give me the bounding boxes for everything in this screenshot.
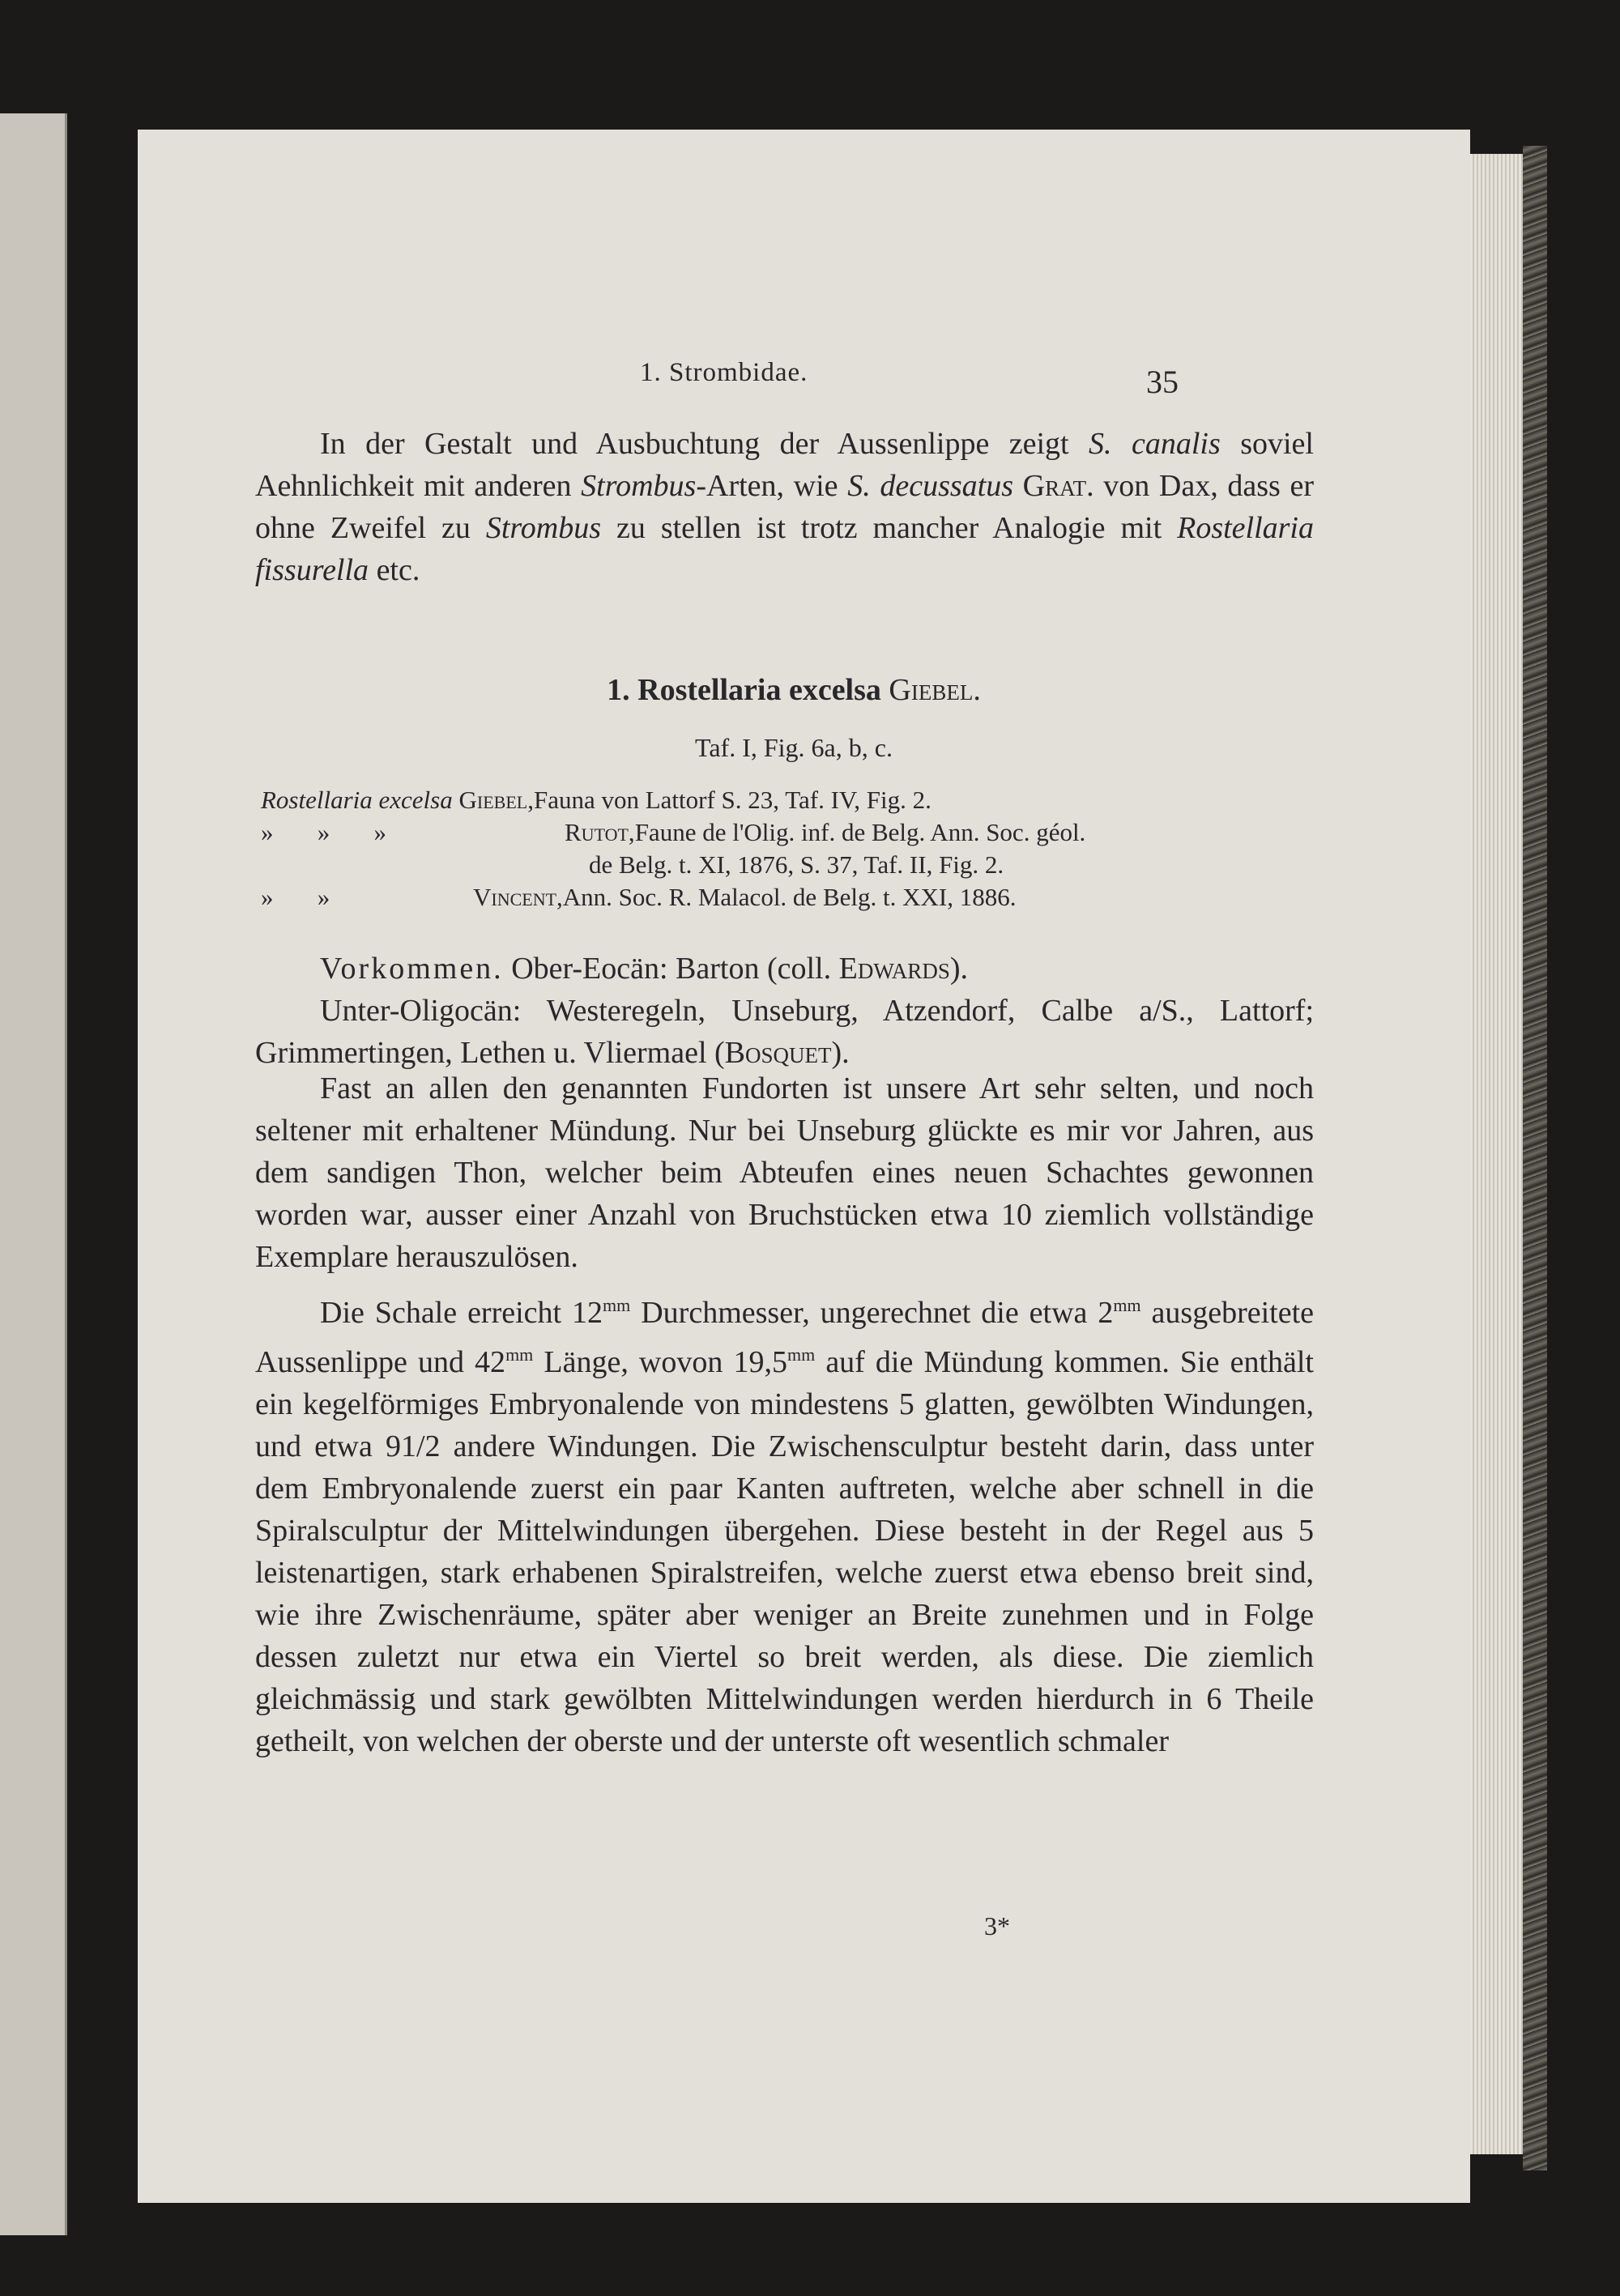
reference-text: Fauna von Lattorf S. 23, Taf. IV, Fig. 2. <box>533 786 932 814</box>
collector-name: Edwards <box>838 952 950 986</box>
species-heading <box>138 672 1450 708</box>
plate-reference: Taf. I, Fig. 6a, b, c. <box>695 733 893 762</box>
species-name: Rostellaria excelsa <box>637 673 881 707</box>
reference-line <box>261 784 1314 816</box>
description-section <box>255 1067 1314 1762</box>
signature-mark: 3* <box>984 1911 1010 1940</box>
paragraph-text: ausgebreitete Aussenlippe und 42 <box>255 1296 1314 1379</box>
reference-text: Faune de l'Olig. inf. de Belg. Ann. Soc. géol. <box>634 818 1086 846</box>
collector-name: Bosquet <box>724 1036 832 1070</box>
paragraph <box>255 1284 1314 1762</box>
paragraph-text: Durchmesser, ungerechnet die etwa 2 <box>630 1296 1114 1330</box>
synonymy-list <box>261 784 1314 914</box>
reference-taxon: Rostellaria excelsa <box>261 786 453 814</box>
species-ref: S. decussatus <box>847 469 1014 503</box>
intro-text: soviel Aehnlichkeit mit anderen <box>255 427 1314 503</box>
reference-author: Giebel, <box>458 786 534 814</box>
facing-page-edge <box>0 113 67 2235</box>
occurrence-section <box>255 948 1314 1074</box>
reference-line <box>261 881 1314 914</box>
occurrence-text: ). <box>831 1036 850 1070</box>
intro-text: In der Gestalt und Ausbuchtung der Aussenlippe zeigt <box>320 427 1089 461</box>
intro-text: etc. <box>369 553 420 587</box>
unit-superscript: mm <box>1113 1295 1141 1315</box>
unit-superscript: mm <box>603 1295 631 1315</box>
paragraph-text: andere Windungen. Die Zwischensculptur besteht darin, dass unter dem Embryonalende zuerst ein paar Kanten auftreten, welche aber schnell in die Spiralsculptur der Mittelwindungen übergehen. Diese besteht in der Regel aus 5 leistenartigen, stark erhabenen Spiralstreifen, welche zuerst etwa ebenso breit sind, wie ihre Zwischenräume, später aber weniger an Breite zunehmen und in Folge dessen zuletzt nur etwa ein Viertel so breit werden, als diese. Die ziemlich gleichmässig und stark gewölbten Mittelwindungen werden hierdurch in 6 Theile getheilt, von welchen der oberste und der unterste oft wesentlich schmaler <box>255 1429 1315 1758</box>
reference-author: Rutot, <box>565 818 635 846</box>
species-number: 1. <box>607 673 630 707</box>
paragraph: Fast an allen den genannten Fundorten ist unsere Art sehr selten, und noch seltener mit erhaltener Mündung. Nur bei Unseburg glückte es mir vor Jahren, aus dem sandigen Thon, welcher beim Abteufen eines neuen Schachtes gewonnen worden war, ausser einer Anzahl von Bruchstücken etwa 10 ziemlich vollständige Exemplare herauszulösen. <box>255 1071 1314 1274</box>
page-header <box>138 358 1470 407</box>
occurrence-text: ). <box>949 952 968 986</box>
species-ref: Rostellaria fissurella <box>255 511 1314 587</box>
reference-line <box>261 849 1314 881</box>
species-author: Giebel. <box>889 673 981 707</box>
occurrence-text: Unter-Oligocän: Westeregeln, Unseburg, Atzendorf, Calbe a/S., Lattorf; Grimmertingen, Lethen u. Vliermael ( <box>255 994 1314 1070</box>
page-number: 35 <box>1146 364 1179 400</box>
genus-ref: Strombus <box>485 511 601 545</box>
author-name: Grat. <box>1022 469 1094 503</box>
paragraph-text: Die Schale erreicht 12 <box>320 1296 603 1330</box>
ditto-marks: » » <box>261 883 330 911</box>
intro-text: von Dax, dass er ohne Zweifel zu <box>255 469 1315 545</box>
occurrence-label: Vorkommen. <box>320 952 504 986</box>
running-head: 1. Strombidae. <box>640 358 808 387</box>
intro-text: -Arten, wie <box>696 469 848 503</box>
unit-superscript: mm <box>787 1344 816 1365</box>
marbled-cover-edge <box>1523 146 1547 2170</box>
paragraph-text: auf die Mündung kommen. Sie enthält ein kegelförmiges Embryonalende von mindestens 5 glatten, gewölbten Windungen, und etwa 9 <box>255 1345 1314 1463</box>
occurrence-text: Ober-Eocän: Barton (coll. <box>503 952 839 986</box>
species-ref: S. canalis <box>1089 427 1221 461</box>
reference-text: de Belg. t. XI, 1876, S. 37, Taf. II, Fig. 2. <box>589 850 1004 879</box>
reference-line <box>261 816 1314 849</box>
unit-superscript: mm <box>505 1344 534 1365</box>
paragraph-text: Länge, wovon 19,5 <box>533 1345 787 1379</box>
reference-author: Vincent, <box>473 883 563 911</box>
fraction: 1/2 <box>400 1429 441 1463</box>
genus-ref: Strombus <box>581 469 697 503</box>
book-page <box>138 130 1470 2203</box>
intro-text: zu stellen ist trotz mancher Analogie mit <box>601 511 1178 545</box>
reference-text: Ann. Soc. R. Malacol. de Belg. t. XXI, 1886. <box>562 883 1017 911</box>
ditto-marks: » » » <box>261 818 386 846</box>
intro-paragraph <box>255 423 1314 591</box>
